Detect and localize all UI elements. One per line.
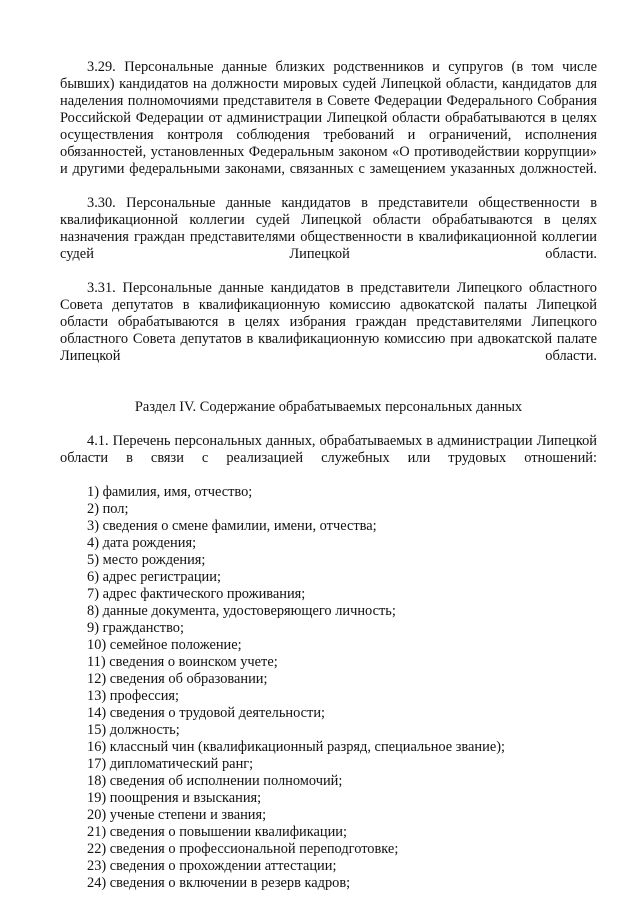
- list-item: 5) место рождения;: [87, 552, 206, 568]
- paragraph-3-29: 3.29. Персональные данные близких родственников и супругов (в том числе бывших) кандидатов на должности мировых судей Липецкой области, кандидатов для наделения полномочиями представителя в Совете Федерации Федерального Собрания Российской Федерации от администрации Липецкой области обрабатываются в целях осуществления контроля соблюдения требований и ограничений, исполнения обязанностей, установленных Федеральным законом «О противодействии коррупции» и другими федеральными законами, связанных с замещением указанных должностей.: [60, 59, 597, 177]
- list-item: 1) фамилия, имя, отчество;: [87, 484, 253, 500]
- list-item: 17) дипломатический ранг;: [87, 756, 254, 772]
- list-item: 9) гражданство;: [87, 620, 184, 636]
- list-item: 18) сведения об исполнении полномочий;: [87, 773, 343, 789]
- list-item: 19) поощрения и взыскания;: [87, 790, 262, 806]
- list-item: 11) сведения о воинском учете;: [87, 654, 278, 670]
- document-body: [60, 59, 597, 892]
- list-item: 23) сведения о прохождении аттестации;: [87, 858, 337, 874]
- list-item: 24) сведения о включении в резерв кадров;: [87, 875, 351, 891]
- list-item: 16) классный чин (квалификационный разряд, специальное звание);: [87, 739, 506, 755]
- list-item: 10) семейное положение;: [87, 637, 242, 653]
- paragraph-4-1: 4.1. Перечень персональных данных, обрабатываемых в администрации Липецкой области в связи с реализацией служебных или трудовых отношений:: [60, 433, 597, 466]
- paragraph-3-30: 3.30. Персональные данные кандидатов в представители общественности в квалификационной коллегии судей Липецкой области обрабатываются в целях назначения граждан представителями общественности в квалификационной коллегии судей Липецкой области.: [60, 195, 597, 262]
- list-item: 12) сведения об образовании;: [87, 671, 268, 687]
- list-item: 2) пол;: [87, 501, 129, 517]
- list-item: 7) адрес фактического проживания;: [87, 586, 306, 602]
- list-item: 14) сведения о трудовой деятельности;: [87, 705, 326, 721]
- list-item: 13) профессия;: [87, 688, 180, 704]
- list-item: 20) ученые степени и звания;: [87, 807, 267, 823]
- list-item: 6) адрес регистрации;: [87, 569, 221, 585]
- paragraph-3-31: 3.31. Персональные данные кандидатов в представители Липецкого областного Совета депутатов в квалификационную комиссию адвокатской палаты Липецкой области обрабатываются в целях избрания граждан представителями Липецкого областного Совета депутатов в квалификационную комиссию при адвокатской палате Липецкой области.: [60, 280, 597, 364]
- personal-data-list: [60, 484, 597, 892]
- list-item: 15) должность;: [87, 722, 180, 738]
- section-heading: Раздел IV. Содержание обрабатываемых персональных данных: [134, 399, 523, 415]
- list-item: 3) сведения о смене фамилии, имени, отчества;: [87, 518, 377, 534]
- list-item: 8) данные документа, удостоверяющего личность;: [87, 603, 396, 619]
- list-item: 22) сведения о профессиональной переподготовке;: [87, 841, 399, 857]
- list-item: 21) сведения о повышении квалификации;: [87, 824, 348, 840]
- list-item: 4) дата рождения;: [87, 535, 197, 551]
